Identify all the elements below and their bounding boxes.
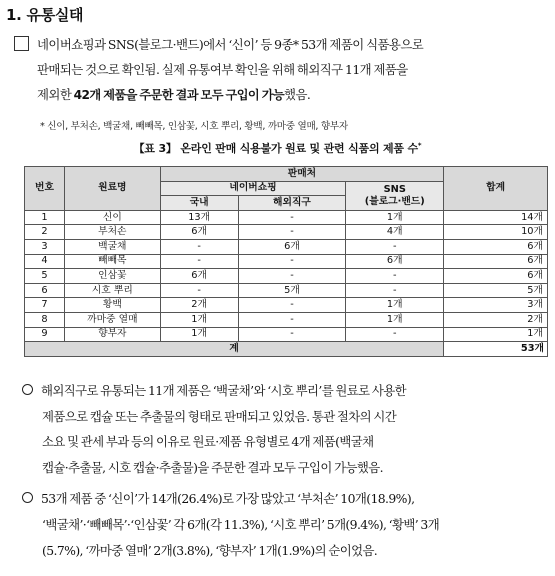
bullet-line: 제품으로 캡슐 또는 추출물의 형태로 판매되고 있었음. 통관 절차의 시간 xyxy=(42,408,397,424)
cell-sns: 1개 xyxy=(346,298,444,313)
section-heading: 1. 유통실태 xyxy=(6,6,84,24)
cell-overseas: - xyxy=(238,210,346,225)
cell-total: 3개 xyxy=(444,298,548,313)
cell-sns: - xyxy=(346,327,444,342)
cell-sns: 1개 xyxy=(346,312,444,327)
cell-no: 5 xyxy=(25,269,65,284)
header-sns: SNS (블로그·밴드) xyxy=(346,181,444,210)
cell-total: 6개 xyxy=(444,269,548,284)
header-overseas: 해외직구 xyxy=(238,196,346,211)
cell-domestic: 13개 xyxy=(160,210,238,225)
intro-line-3 xyxy=(14,82,548,108)
cell-material: 인삼꽃 xyxy=(64,269,160,284)
cell-domestic: - xyxy=(160,254,238,269)
table-title-text: 【표 3】 온라인 판매 식용불가 원료 및 관련 식품의 제품 수 xyxy=(133,142,418,155)
cell-no: 1 xyxy=(25,210,65,225)
cell-overseas: - xyxy=(238,254,346,269)
cell-no: 7 xyxy=(25,298,65,313)
header-total: 합계 xyxy=(444,167,548,211)
cell-domestic: 6개 xyxy=(160,269,238,284)
cell-overseas: - xyxy=(238,327,346,342)
cell-sns: - xyxy=(346,269,444,284)
cell-overseas: 6개 xyxy=(238,239,346,254)
cell-overseas: - xyxy=(238,298,346,313)
bullet-line: 캡슐·추출물, 시호 캡슐·추출물)을 주문한 결과 모두 구입이 가능했음. xyxy=(42,459,383,475)
header-seller: 판매처 xyxy=(160,167,443,182)
cell-material: 신이 xyxy=(64,210,160,225)
cell-overseas: - xyxy=(238,269,346,284)
cell-sns: 6개 xyxy=(346,254,444,269)
intro-line-2: 판매되는 것으로 확인됨. 실제 유통여부 확인을 위해 해외직구 11개 제품을 xyxy=(37,62,408,77)
bullet-item xyxy=(22,486,550,563)
table-row xyxy=(25,254,548,269)
table-row xyxy=(25,283,548,298)
cell-sns: 1개 xyxy=(346,210,444,225)
header-domestic: 국내 xyxy=(160,196,238,211)
header-material: 원료명 xyxy=(64,167,160,211)
cell-total: 1개 xyxy=(444,327,548,342)
header-naver: 네이버쇼핑 xyxy=(160,181,346,196)
cell-material: 백굴채 xyxy=(64,239,160,254)
cell-no: 3 xyxy=(25,239,65,254)
table-row xyxy=(25,327,548,342)
cell-material: 향부자 xyxy=(64,327,160,342)
intro-paragraph xyxy=(14,32,548,108)
table-row xyxy=(25,312,548,327)
bullet-line: 해외직구로 유통되는 11개 제품은 ‘백굴채’와 ‘시호 뿌리’를 원료로 사용한 xyxy=(41,383,406,398)
cell-domestic: 1개 xyxy=(160,312,238,327)
cell-no: 8 xyxy=(25,312,65,327)
cell-overseas: - xyxy=(238,225,346,240)
cell-no: 9 xyxy=(25,327,65,342)
cell-no: 6 xyxy=(25,283,65,298)
cell-no: 2 xyxy=(25,225,65,240)
table-row xyxy=(25,225,548,240)
cell-domestic: - xyxy=(160,239,238,254)
total-value: 53개 xyxy=(444,342,548,357)
intro-line-1: 네이버쇼핑과 SNS(블로그·밴드)에서 ‘신이’ 등 9종* 53개 제품이 식품용으로 xyxy=(37,37,424,52)
cell-total: 14개 xyxy=(444,210,548,225)
cell-domestic: 6개 xyxy=(160,225,238,240)
bullet-line: ‘백굴채’·‘빼빼목’·‘인삼꽃’ 각 6개(각 11.3%), ‘시호 뿌리’ 5개(9.4%), ‘황백’ 3개 xyxy=(42,516,440,532)
total-label: 계 xyxy=(25,342,444,357)
footnote: * 신이, 부처손, 백굴채, 빼빼목, 인삼꽃, 시호 뿌리, 황백, 까마중 열매, 향부자 xyxy=(40,121,348,132)
bullet-line: (5.7%), ‘까마중 열매’ 2개(3.8%), ‘향부자’ 1개(1.9%)의 순이었음. xyxy=(42,542,378,558)
circle-bullet-icon xyxy=(22,384,33,395)
header-no: 번호 xyxy=(25,167,65,211)
cell-material: 까마중 열매 xyxy=(64,312,160,327)
cell-domestic: - xyxy=(160,283,238,298)
cell-total: 6개 xyxy=(444,239,548,254)
intro-bold-text: 42개 제품을 주문한 결과 모두 구입이 가능 xyxy=(73,88,285,102)
table-row xyxy=(25,239,548,254)
cell-no: 4 xyxy=(25,254,65,269)
cell-total: 2개 xyxy=(444,312,548,327)
cell-overseas: - xyxy=(238,312,346,327)
cell-material: 황백 xyxy=(64,298,160,313)
table-title-sup: * xyxy=(417,141,422,150)
cell-domestic: 1개 xyxy=(160,327,238,342)
cell-material: 부처손 xyxy=(64,225,160,240)
cell-sns: - xyxy=(346,239,444,254)
intro-line-3-post: 했음. xyxy=(284,87,311,102)
checkbox-marker-icon xyxy=(14,36,29,51)
bullet-line: 소요 및 관세 부과 등의 이유로 원료·제품 유형별로 4개 제품(백굴채 xyxy=(42,434,374,450)
product-count-table xyxy=(24,166,548,357)
table-row xyxy=(25,210,548,225)
intro-line-3-pre: 제외한 xyxy=(37,87,74,102)
cell-total: 10개 xyxy=(444,225,548,240)
cell-total: 5개 xyxy=(444,283,548,298)
cell-sns: 4개 xyxy=(346,225,444,240)
table-row xyxy=(25,269,548,284)
table-title xyxy=(0,140,555,156)
table-row xyxy=(25,298,548,313)
bullet-line: 53개 제품 중 ‘신이’가 14개(26.4%)로 가장 많았고 ‘부처손’ 10개(18.9%), xyxy=(41,491,415,507)
cell-domestic: 2개 xyxy=(160,298,238,313)
cell-overseas: 5개 xyxy=(238,283,346,298)
cell-material: 시호 뿌리 xyxy=(64,283,160,298)
bullet-item xyxy=(22,378,550,480)
cell-sns: - xyxy=(346,283,444,298)
cell-material: 빼빼목 xyxy=(64,254,160,269)
cell-total: 6개 xyxy=(444,254,548,269)
bullet-list xyxy=(22,378,550,569)
circle-bullet-icon xyxy=(22,492,33,503)
